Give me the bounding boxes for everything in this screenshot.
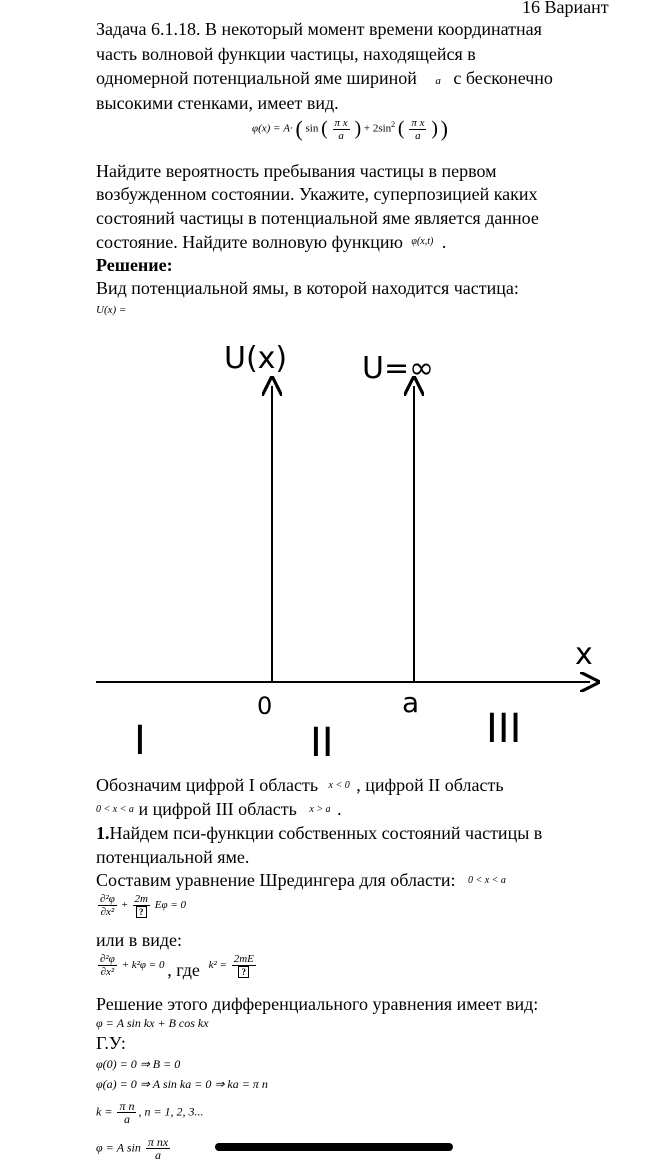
region-2-label: II [310,720,334,766]
region-1-cond: x < 0 [328,780,350,791]
potential-well-diagram [0,330,666,800]
boundary-condition-1: φ(0) = 0 ⇒ B = 0 [96,1057,181,1071]
wavefunction-formula: φ(x) = A· ( sin ( $\frac{\text{π x}}{a}$ ) + $2\sin^2$ ( $\frac{\text{π x}}{a}$ ) ) [252,116,448,142]
u-label: U(x) = [96,304,127,316]
origin-label: 0 [257,692,273,720]
a-label: a [402,686,420,719]
regions-line-1 [96,774,504,797]
psi-xt: φ(x,t) [411,236,434,247]
question-line-3: состояний частицы в потенциальной яме является данное [96,208,539,228]
regions-line-2-text: и цифрой III область [138,799,297,819]
formula-lhs: φ(x) = A· [252,122,293,135]
region-3-cond: x > a [309,804,331,815]
boundary-condition-2: φ(a) = 0 ⇒ A sin ka = 0 ⇒ ka = π n [96,1077,268,1091]
region-3-label: III [486,706,522,752]
u-infinity-label: U=∞ [362,351,435,386]
problem-line-4: высокими стенками, имеет вид. [96,93,339,113]
problem-line-1: Задача 6.1.18. В некоторый момент времени координатная [96,19,542,39]
missing-symbol-icon-2: ? [238,966,249,978]
general-solution: φ = A sin kx + B cos kx [96,1016,209,1030]
regions-line-2-dot: . [337,799,342,819]
problem-line-3-tail: с бесконечно [453,68,553,88]
step1-title-line-2: потенциальной яме. [96,847,250,867]
formula-square: 2 [391,119,396,129]
question-line-2: возбужденном состоянии. Укажите, суперпозицией каких [96,184,538,204]
region-1-label: I [134,718,146,764]
or-form: или в виде: [96,930,183,950]
where-text: , где [167,960,200,981]
schrodinger-equation-k: $\frac{\text{∂²φ}}{\text{∂x²}}$ + k²φ = 0 , где k² = $\frac{2mE}{?}$ [100,953,254,981]
solution-heading: Решение: [96,255,173,275]
regions-line-1-text: Обозначим цифрой I область [96,775,319,795]
phi-solution: φ = A sin $\frac{\text{π nx}}{a}$ [96,1135,169,1162]
formula-sin: sin [305,122,319,135]
schrodinger-text: Составим уравнение Шредингера для области: [96,870,456,890]
problem-line-3 [96,67,553,92]
question-line-4 [96,231,446,253]
formula-frac-1: $\frac{\text{π x}}{a}$ [334,116,348,142]
k-quantization: k = $\frac{\text{π n}}{a}$ , n = 1, 2, 3... [96,1099,204,1126]
bc-label: Г.У: [96,1033,126,1053]
step1-title-a: Найдем пси-функции собственных состояний частицы в [109,823,543,843]
problem-line-2: часть волновой функции частицы, находящейся в [96,44,476,64]
schrodinger-cond: 0 < x < a [467,875,506,886]
question-dot: . [441,232,447,252]
formula-frac-2: $\frac{\text{π x}}{a}$ [411,116,425,142]
question-line-4-text: состояние. Найдите волновую функцию [96,232,403,252]
width-symbol: a [435,75,441,87]
schrodinger-equation: $\frac{\text{∂²φ}}{\text{∂x²}}$ + $\frac{2m}{?}$ Eφ = 0 [100,893,186,918]
regions-line-2 [96,798,342,821]
solution-form-text: Решение этого дифференциального уравнения имеет вид: [96,994,539,1014]
step1-title-line-1 [96,822,542,844]
variant-label: 16 Вариант [522,0,609,17]
x-axis-label: x [575,637,593,672]
step1-number: 1. [96,823,110,843]
missing-symbol-icon: ? [136,906,147,918]
region-2-cond: 0 < x < a [96,804,134,815]
well-intro: Вид потенциальной ямы, в которой находится частица: [96,278,519,298]
formula-plus: + 2sin [363,122,392,135]
schrodinger-intro [96,869,506,892]
question-line-1: Найдите вероятность пребывания частицы в первом [96,161,497,181]
regions-line-1-tail: , цифрой II область [356,775,504,795]
u-axis-label: U(x) [224,341,288,376]
home-indicator[interactable] [215,1143,453,1151]
problem-line-3-text: одномерной потенциальной яме шириной [96,68,417,88]
